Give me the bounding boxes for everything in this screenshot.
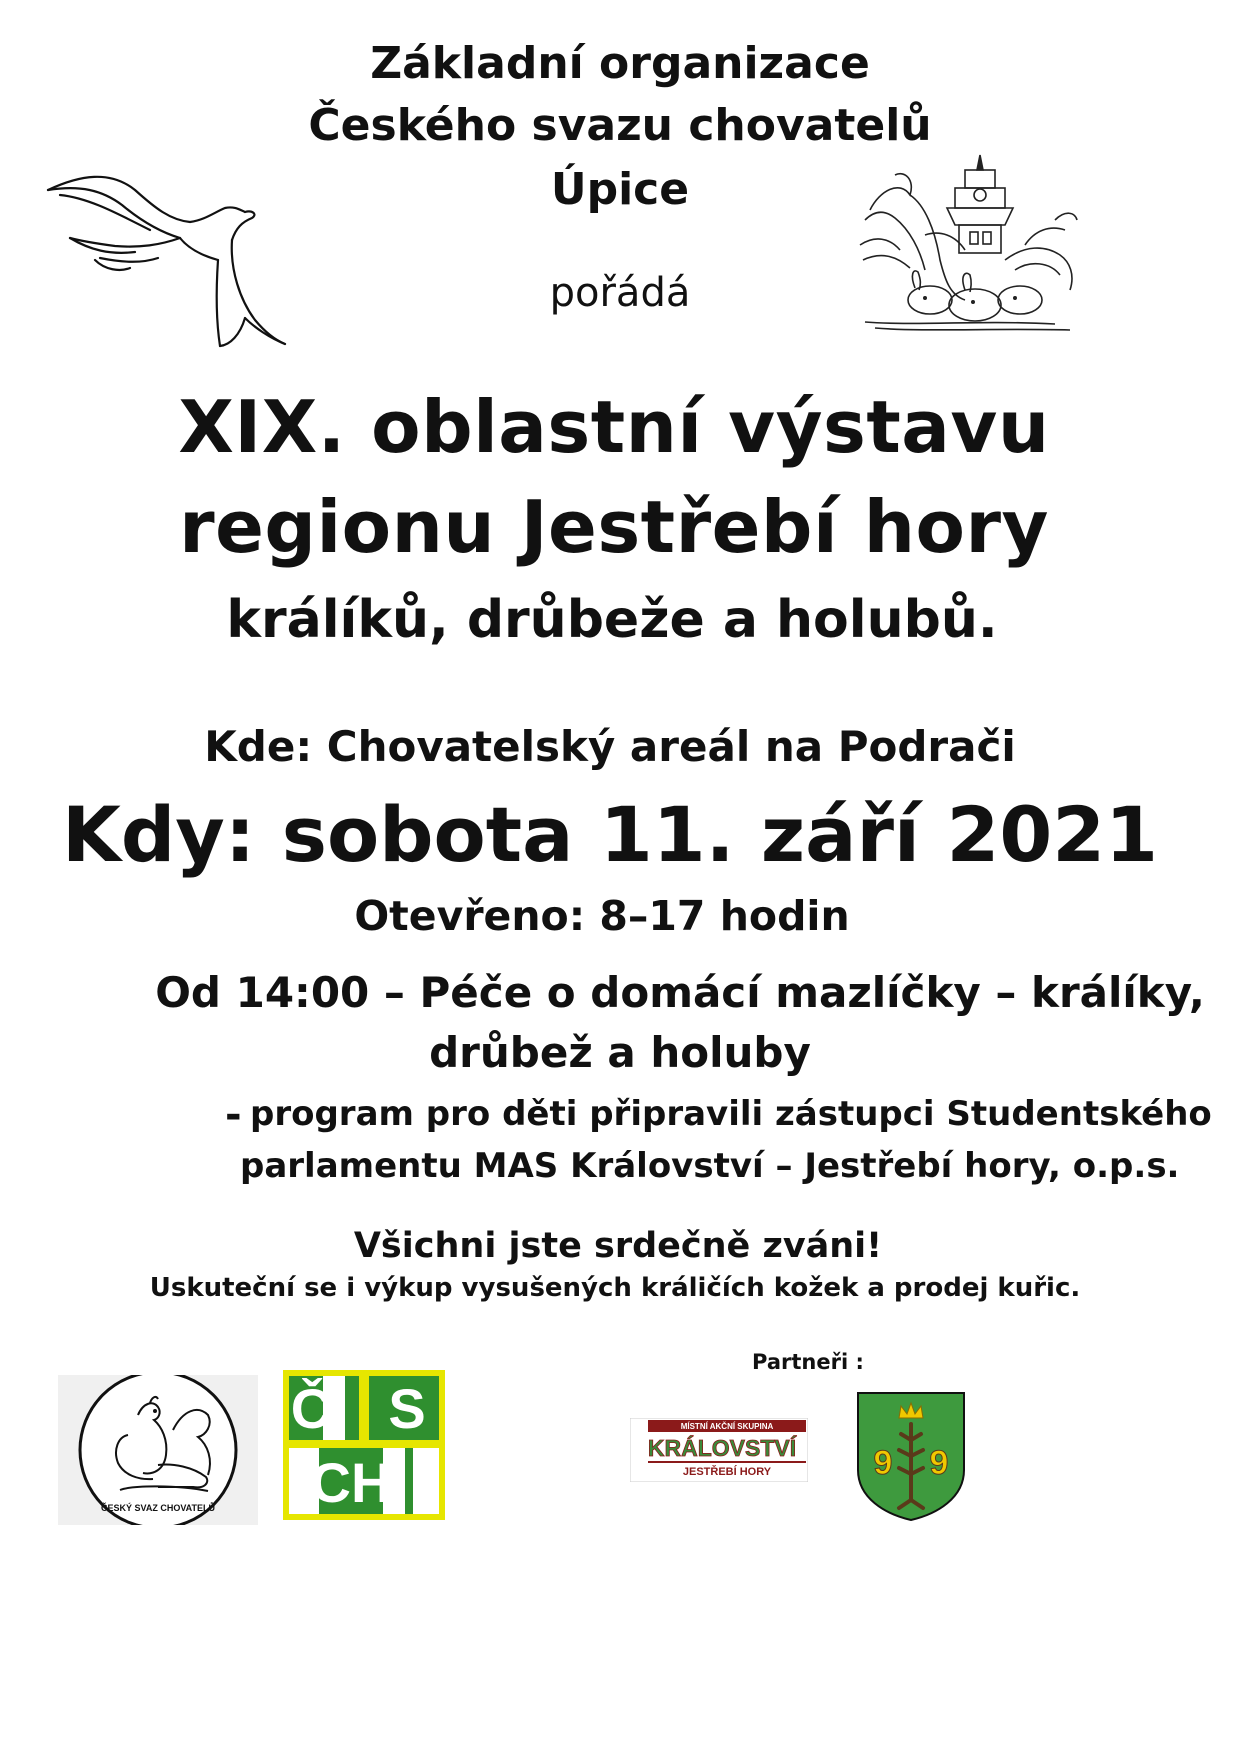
dove-icon [40,160,290,350]
event-title-line-1: XIX. oblastní výstavu [178,385,1050,469]
event-location: Kde: Chovatelský areál na Podrači [204,722,1016,771]
event-subtitle: králíků, drůbeže a holubů. [226,590,998,650]
csch-emblem [58,1375,258,1525]
crest-digit-left: 9 [873,1444,893,1482]
poultry-tower-illustration [855,150,1080,335]
mas-kralovstvi-logo [630,1418,808,1482]
opening-hours: Otevřeno: 8–17 hodin [354,892,850,940]
program-dash: - [225,1092,242,1138]
mas-logo-main: KRÁLOVSTVÍ [647,1435,797,1461]
crest-digit-right: 9 [929,1444,949,1482]
event-date: Kdy: sobota 11. září 2021 [62,790,1158,879]
csch-letter-c: Č [290,1377,332,1440]
event-title-line-2: regionu Jestřebí hory [179,485,1049,569]
program-line-2: drůbež a holuby [429,1028,811,1077]
program-desc-2: parlamentu MAS Království – Jestřebí hory, o.p.s. [240,1146,1180,1186]
partners-label: Partneři : [752,1350,864,1374]
org-line-3: Úpice [550,164,690,215]
csch-emblem-text: ČESKÝ SVAZ CHOVATELŮ [100,1503,216,1513]
program-line-1: Od 14:00 – Péče o domácí mazlíčky – králíky, [155,968,1205,1017]
org-line-2: Českého svazu chovatelů [308,100,932,151]
mas-logo-bottom: JESTŘEBÍ HORY [682,1466,772,1478]
csch-letter-s: S [388,1377,426,1440]
mas-logo-top: MÍSTNÍ AKČNÍ SKUPINA [680,1422,774,1431]
program-desc-1: program pro děti připravili zástupci Studentského [250,1094,1212,1134]
organizes-label: pořádá [549,270,691,316]
invitation: Všichni jste srdečně zváni! [353,1226,883,1266]
coat-of-arms [855,1390,967,1522]
org-line-1: Základní organizace [370,38,870,89]
purchase-note: Uskuteční se i výkup vysušených králičích kožek a prodej kuřic. [149,1273,1081,1303]
csch-box-logo [283,1370,445,1520]
csch-letter-ch: CH [310,1451,392,1514]
